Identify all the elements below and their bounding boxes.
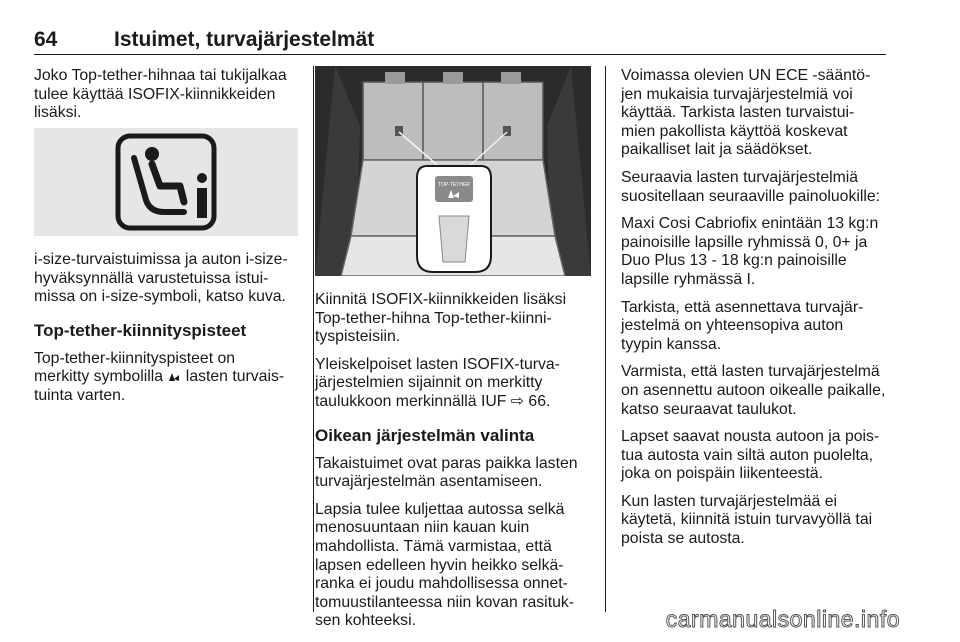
col2-paragraph-3: Takaistuimet ovat paras paikka lasten turvajärjestelmän asentamiseen. <box>315 454 578 491</box>
col3-paragraph-2: Seuraavia lasten turvajärjestelmiä suositellaan seuraaville painoluokille: <box>621 168 881 205</box>
col2-paragraph-2-text: Yleiskelpoiset lasten ISOFIX-turva- järjestelmien sijainnit on merkitty taulukkoon merkinnällä IUF <box>315 355 560 410</box>
section-heading-system-selection: Oikean järjestelmän valinta <box>315 425 535 445</box>
col3-paragraph-5: Varmista, että lasten turvajärjestelmä on asennettu autoon oikealle paikalle, katso seuraavat taulukot. <box>621 363 886 418</box>
col3-paragraph-7: Kun lasten turvajärjestelmää ei käytetä, kiinnitä istuin turvavyöllä tai poista se autosta. <box>621 492 873 548</box>
column-1 <box>34 67 302 132</box>
running-title: Istuimet, turvajärjestelmät <box>114 28 375 51</box>
trunk-illustration <box>315 66 591 276</box>
top-tether-text-end: lasten turvais- tuinta varten. <box>34 368 285 404</box>
col3-paragraph-6: Lapset saavat nousta autoon ja pois- tua autosta vain siltä auton puolelta, joka on poispäin liikenteestä. <box>621 428 880 483</box>
column-divider-2 <box>605 66 606 612</box>
trunk-top-tether-figure <box>315 66 591 276</box>
col2-paragraph-1: Kiinnitä ISOFIX-kiinnikkeiden lisäksi Top-tether-hihna Top-tether-kiinni- tyspisteisiin. <box>315 291 567 346</box>
top-tether-paragraph <box>34 350 304 406</box>
page-reference[interactable]: 66. <box>524 392 551 410</box>
col2-paragraph-4: Lapsia tulee kuljettaa autossa selkä menosuuntaan niin kauan kuin mahdollista. Tämä varmistaa, että lapsen edelleen hyvin heikko selkä- ranka ei joudu mahdollisessa onnet- tomuustilanteessa niin kovan rasituk- sen kohteeksi. <box>315 500 575 630</box>
section-heading-top-tether: Top-tether-kiinnityspisteet <box>34 320 247 340</box>
site-watermark: carmanualsonline.info <box>665 606 900 632</box>
page-header <box>34 24 886 55</box>
page-number: 64 <box>34 28 58 51</box>
col3-paragraph-1: Voimassa olevien UN ECE -sääntö- jen mukaisia turvajärjestelmiä voi käyttää. Tarkista lasten turvaistui- mien pakollista käyttöä koskevat paikalliset lait ja säädökset. <box>621 67 871 159</box>
isize-seat-icon <box>34 128 298 236</box>
figure-badge-label: TOP-TETHER <box>438 182 470 188</box>
isize-symbol-figure <box>34 128 298 236</box>
column-2 <box>315 291 591 640</box>
column-1-lower <box>34 251 304 415</box>
intro-paragraph: Joko Top-tether-hihnaa tai tukijalkaa tulee käyttää ISOFIX-kiinnikkeiden lisäksi. <box>34 67 287 122</box>
col3-paragraph-4: Tarkista, että asennettava turvajär- jestelmä on yhteensopiva auton tyypin kanssa. <box>621 298 864 353</box>
col3-paragraph-3: Maxi Cosi Cabriofix enintään 13 kg:n painoisille lapsille ryhmissä 0, 0+ ja Duo Plus 13 - 18 kg:n painoisille lapsille ryhmässä I. <box>621 215 879 288</box>
column-divider-1 <box>313 66 314 612</box>
column-3 <box>621 67 893 558</box>
reference-arrow-icon: ⇨ <box>510 392 525 410</box>
top-tether-text-start: Top-tether-kiinnityspisteet on merkitty symbolilla <box>34 349 236 386</box>
col2-paragraph-2 <box>315 356 591 412</box>
top-tether-icon <box>167 369 181 383</box>
isize-paragraph: i-size-turvaistuimissa ja auton i-size- hyväksynnällä varustetuissa istui- missa on i-size-symboli, katso kuva. <box>34 251 288 306</box>
